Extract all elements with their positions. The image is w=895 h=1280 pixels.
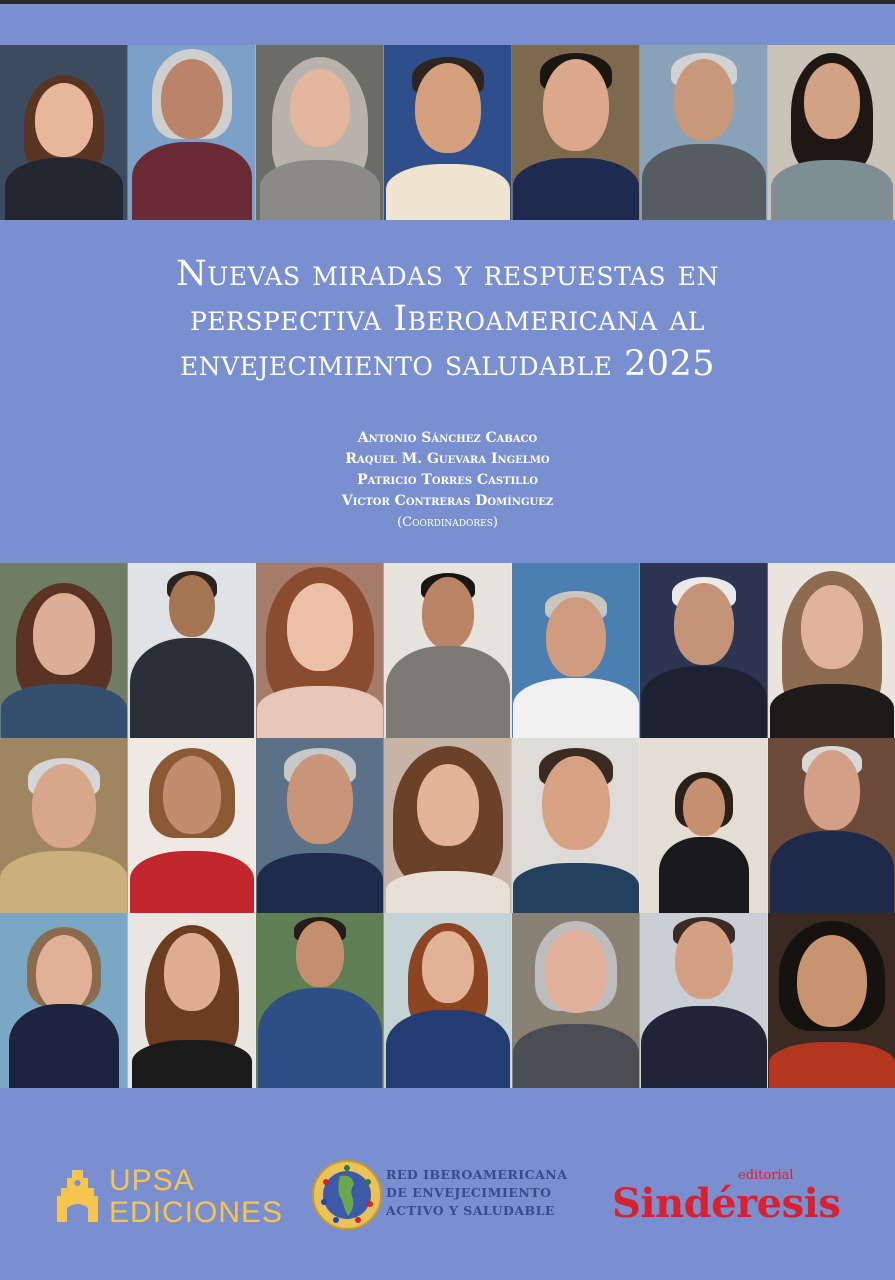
portrait-photo bbox=[0, 45, 128, 220]
red-iberoamericana-logo bbox=[312, 1160, 582, 1230]
sinderesis-tagline: editorial bbox=[738, 1168, 794, 1183]
upsa-subtitle: EDICIONES bbox=[109, 1196, 284, 1229]
university-tower-icon bbox=[55, 1170, 100, 1222]
coordinator-name: Antonio Sánchez Cabaco bbox=[357, 430, 538, 446]
portrait-photo bbox=[256, 563, 384, 738]
coordinators-role: (Coordinadores) bbox=[397, 515, 498, 530]
americas-globe-emblem-icon bbox=[312, 1160, 382, 1230]
portrait-photo bbox=[640, 45, 768, 220]
portrait-photo bbox=[512, 913, 640, 1088]
red-iberoamericana-text bbox=[386, 1166, 567, 1220]
red-line: ACTIVO Y SALUDABLE bbox=[386, 1203, 555, 1218]
coordinator-name: Raquel M. Guevara Ingelmo bbox=[345, 451, 550, 467]
portrait-photo bbox=[128, 563, 256, 738]
portrait-photo bbox=[0, 913, 128, 1088]
title-line: perspectiva Iberoamericana al bbox=[189, 299, 706, 339]
portrait-photo bbox=[128, 913, 256, 1088]
sinderesis-name: Sindéresis bbox=[612, 1180, 841, 1227]
photo-row-3 bbox=[0, 738, 895, 913]
coordinators-block bbox=[200, 428, 695, 533]
publisher-logos bbox=[0, 1090, 895, 1280]
upsa-logo bbox=[55, 1162, 295, 1232]
red-line: RED IBEROAMERICANA bbox=[386, 1167, 568, 1182]
photo-row-4 bbox=[0, 913, 895, 1088]
top-border bbox=[0, 0, 895, 4]
sinderesis-logo bbox=[612, 1170, 852, 1240]
portrait-photo bbox=[256, 913, 384, 1088]
portrait-photo bbox=[384, 738, 512, 913]
portrait-photo bbox=[256, 45, 384, 220]
upsa-name: UPSA bbox=[109, 1164, 195, 1197]
portrait-photo bbox=[384, 563, 512, 738]
portrait-photo bbox=[640, 913, 768, 1088]
portrait-photo bbox=[128, 45, 256, 220]
portrait-photo bbox=[768, 45, 895, 220]
coordinator-name: Patricio Torres Castillo bbox=[357, 472, 538, 488]
portrait-photo bbox=[512, 45, 640, 220]
portrait-photo bbox=[768, 913, 895, 1088]
portrait-photo bbox=[0, 563, 128, 738]
red-line: DE ENVEJECIMIENTO bbox=[386, 1185, 552, 1200]
portrait-photo bbox=[0, 738, 128, 913]
portrait-photo bbox=[512, 738, 640, 913]
book-title bbox=[60, 252, 835, 387]
portrait-photo bbox=[384, 913, 512, 1088]
portrait-photo bbox=[128, 738, 256, 913]
portrait-photo bbox=[768, 738, 895, 913]
portrait-photo bbox=[384, 45, 512, 220]
photo-row-top bbox=[0, 45, 895, 220]
portrait-photo bbox=[512, 563, 640, 738]
portrait-photo bbox=[640, 563, 768, 738]
portrait-photo bbox=[256, 738, 384, 913]
title-line: envejecimiento saludable 2025 bbox=[179, 344, 716, 384]
portrait-photo bbox=[640, 738, 768, 913]
title-line: Nuevas miradas y respuestas en bbox=[176, 254, 719, 294]
portrait-photo bbox=[768, 563, 895, 738]
photo-row-2 bbox=[0, 563, 895, 738]
coordinator-name: Victor Contreras Domínguez bbox=[341, 493, 554, 509]
